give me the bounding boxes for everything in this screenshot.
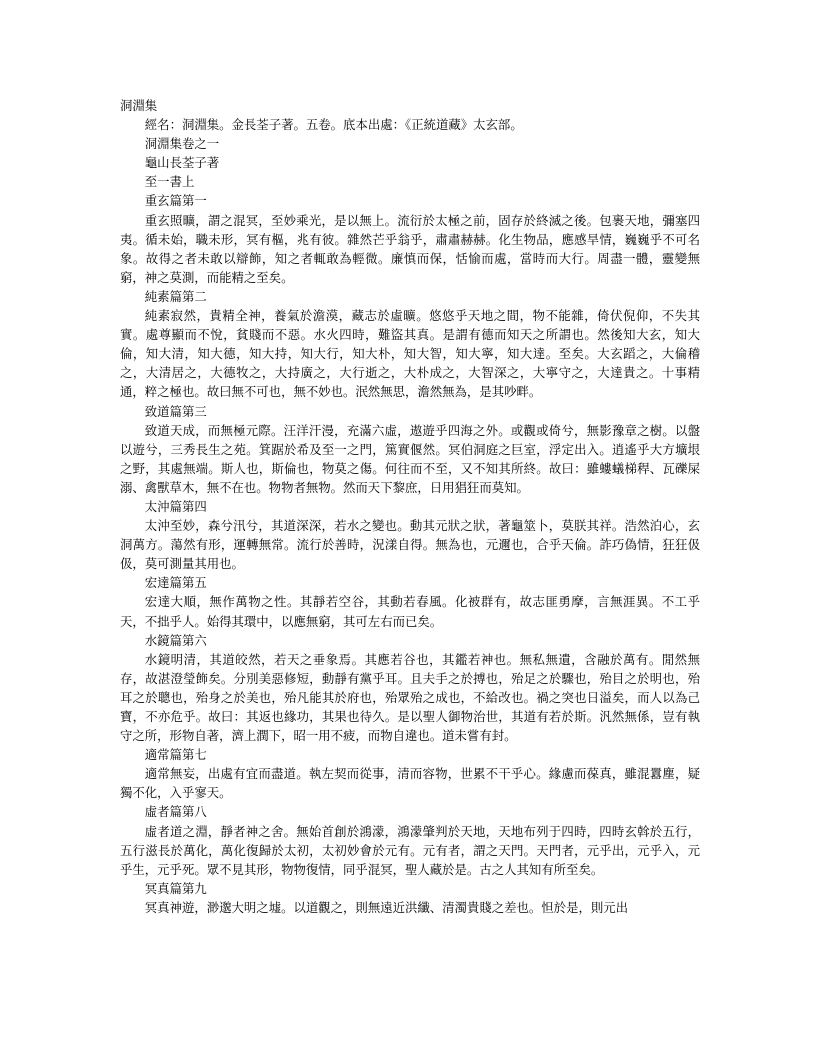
chapter-heading-2: 純素篇第二 <box>144 288 207 304</box>
chapter-heading-9: 冥真篇第九 <box>144 880 207 896</box>
bibliographic-note: 經名：洞淵集。金長荃子著。五卷。底本出處：《正統道藏》太玄部。 <box>144 117 523 133</box>
chapter-heading-5: 宏達篇第五 <box>144 575 207 591</box>
chapter-body-4: 太沖至妙，森兮汛兮，其道深深，若水之變也。動其元狀之狀，著龜筮卜，莫朕其祥。浩然泊心，玄洞萬方。蕩然有形，運轉無常。流行於善時，況漾自得。無為也，元邇也，合乎天倫。詐巧偽情，狂狂伋伋，莫可測量其用也。 <box>120 518 700 572</box>
chapter-body-1: 重玄照曠，謂之混冥，至妙乘光，是以無上。流衍於太極之前，固存於終滅之後。包裹天地，彌塞四夷。循未始，職未形，冥有樞，兆有彼。雜然芒乎翁乎，肅肅赫赫。化生物品，應感旱情，巍巍乎不可名象。故得之者未敢以辯飾，知之者輒敢為輕微。廉慎而保，恬愉而處，當時而大行。周盡一體，靈變無窮，神之莫測，而能精之至矣。 <box>120 212 700 285</box>
volume-heading: 洞淵集卷之一 <box>144 136 220 152</box>
chapter-body-3: 致道天成，而無極元際。汪洋汗漫，充滿六虛，遨遊乎四海之外。或觀或倚兮，無影豫章之樹。以盤以遊兮，三秀長生之苑。箕踞於希及至一之門，篤實偃然。冥伯洞庭之巨室，浮定出入。逍遙乎大方壙垠之野，其處無端。斯人也，斯倫也，物莫之傷。何往而不至，又不知其所終。故曰：雖螻蟻梯稈、瓦礫屎溺、禽獸草木，無不在也。物物者無物。然而天下黎庶，日用猖狂而莫知。 <box>120 422 700 495</box>
chapter-heading-7: 適常篇第七 <box>144 747 207 763</box>
chapter-body-8: 虛者道之淵，靜者神之舍。無始首創於鴻濛，鴻濛肇判於天地，天地布列于四時，四時玄斡於五行，五行滋長於萬化，萬化復歸於太初，太初妙會於元有。元有者，謂之天門。天門者，元乎出，元乎入，元乎生，元乎死。眾不見其形，物物復情，同乎混冥，聖人藏於是。古之人其知有所至矣。 <box>120 823 700 877</box>
document-body <box>120 96 700 917</box>
chapter-body-7: 適常無妄，出處有宜而盡道。執左契而從事，清而容物，世累不干乎心。緣慮而葆真，雖混囂塵，疑獨不化，入乎寥天。 <box>120 766 700 801</box>
chapter-heading-1: 重玄篇第一 <box>144 193 207 209</box>
chapter-body-5: 宏達大順，無作萬物之性。其靜若空谷，其動若春風。化被群有，故志匪勇摩，言無涯異。不工乎天，不拙乎人。始得其環中，以應無窮，其可左右而已矣。 <box>120 594 700 629</box>
chapter-heading-3: 致道篇第三 <box>144 403 207 419</box>
section-heading-zhiyi: 至一書上 <box>144 174 195 190</box>
chapter-body-6: 水鏡明清，其道皎然，若天之垂象焉。其應若谷也，其鑑若神也。無私無遺，含融於萬有。閒然無存，故湛澄瑩飾矣。分別美惡修短，動靜有黨乎耳。且夫手之於搏也，殆足之於驟也，殆目之於明也，殆耳之於聰也，殆身之於美也，殆凡能其於府也，殆眾殆之成也，不給改也。禍之突也日溢矣，而人以為己寶，不亦危乎。故曰：其返也緣功，其果也待久。是以聖人御物治世，其道有若於斯。汎然無係，豈有執守之所，形物自著，濟上潤下，昭一用不疲，而物自違也。道未嘗有封。 <box>120 651 700 744</box>
chapter-body-2: 純素寂然，貴精全神，養氣於澹漠，藏志於虛曠。悠悠乎天地之間，物不能雜，倚伏倪仰，不失其實。處尊顯而不悅，貧賤而不惡。水火四時，難盜其真。是謂有德而知天之所謂也。然後知大玄，知大倫，知大清，知大德，知大持，知大行，知大朴，知大智，知大寧，知大達。至矣。大玄蹈之，大倫稽之，大清居之，大德牧之，大持廣之，大行逝之，大朴成之，大智深之，大寧守之，大達貴之。十事精通，粹之極也。故曰無不可也，無不妙也。泯然無思，澹然無為，是其吵畔。 <box>120 308 700 400</box>
author-line: 龜山長荃子著 <box>144 155 220 171</box>
chapter-heading-8: 虛者篇第八 <box>144 804 207 820</box>
document-title: 洞淵集 <box>120 98 158 113</box>
chapter-heading-4: 太沖篇第四 <box>144 498 207 514</box>
chapter-heading-6: 水鏡篇第六 <box>144 632 207 648</box>
chapter-body-9: 冥真神遊，渺邈大明之墟。以道觀之，則無遠近洪纖、清濁貴賤之差也。怛於是，則元出 <box>144 899 629 915</box>
